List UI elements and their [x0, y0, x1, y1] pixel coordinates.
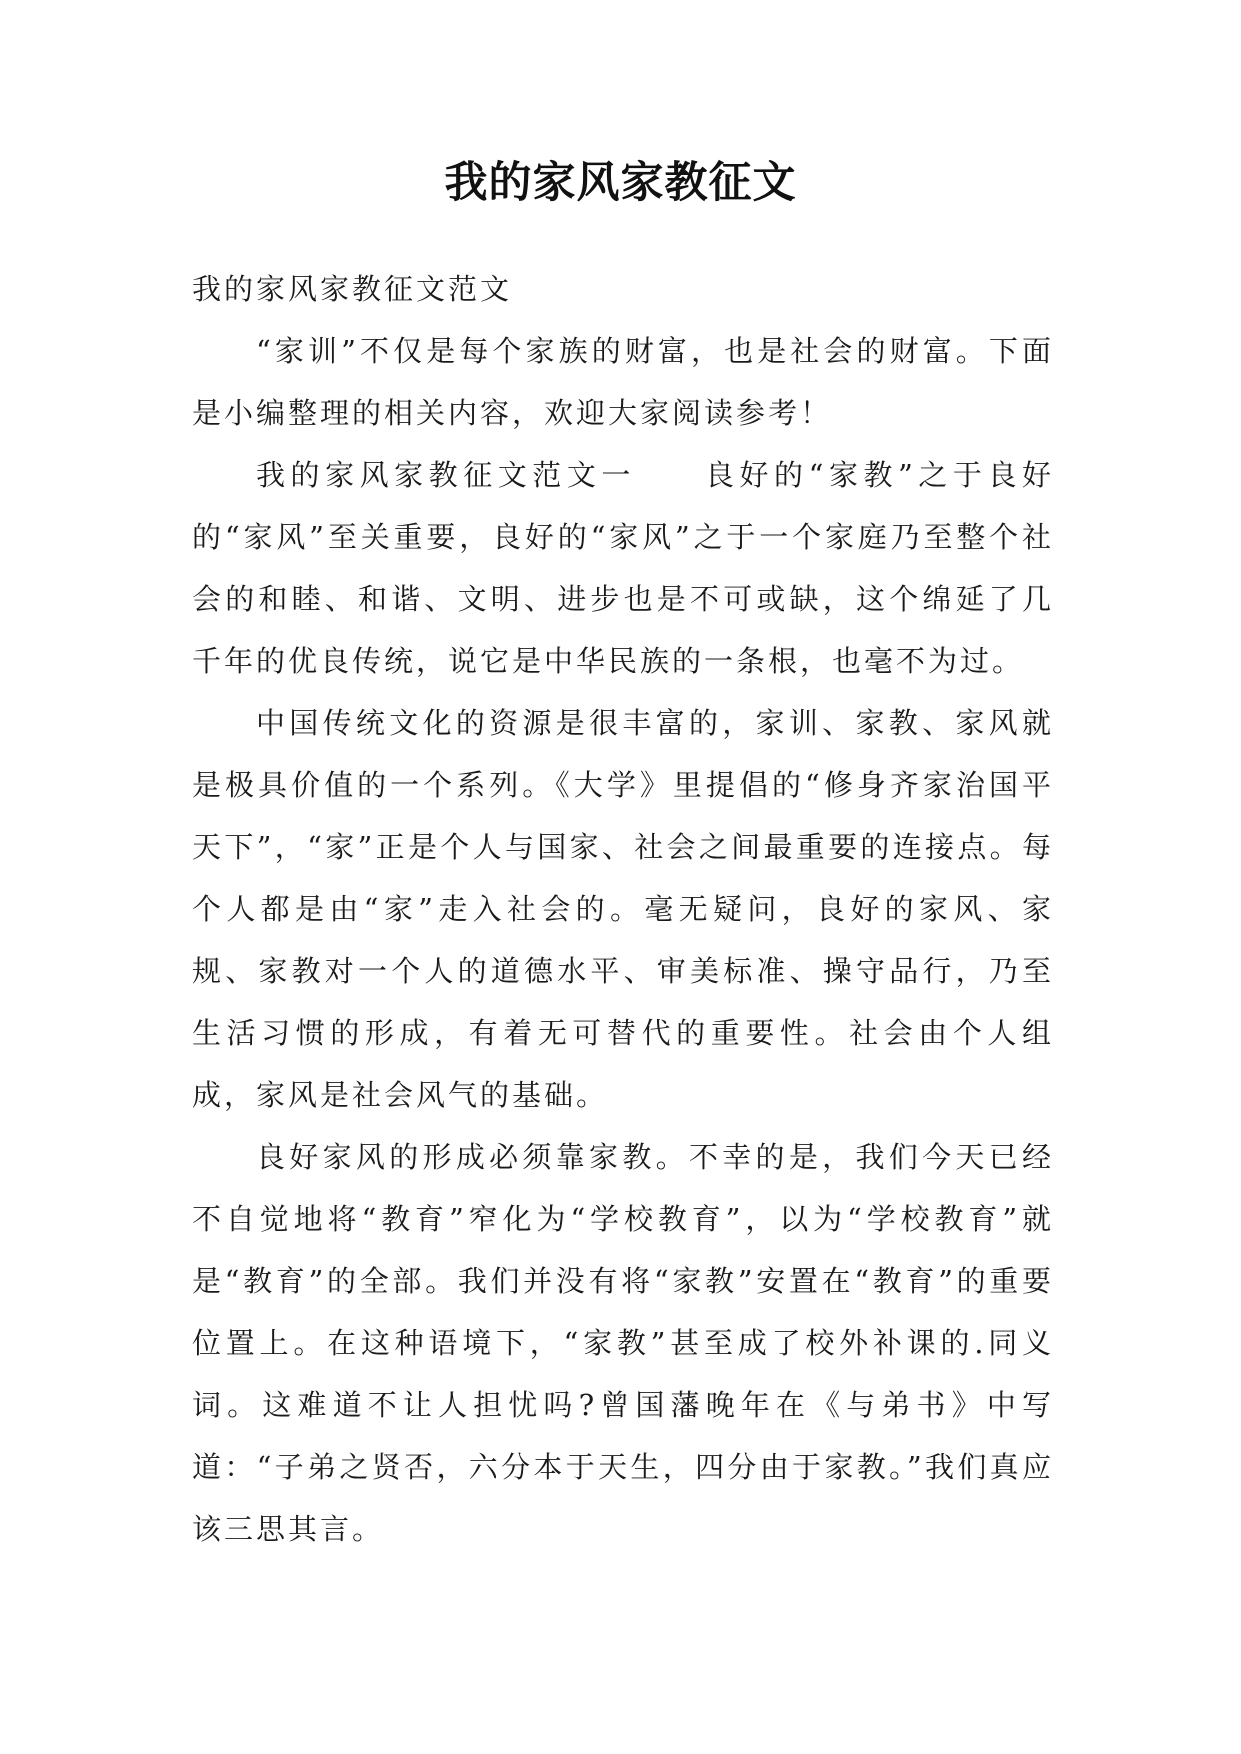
intro-paragraph: “家训”不仅是每个家族的财富，也是社会的财富。下面是小编整理的相关内容，欢迎大家阅读参考！ [192, 334, 1054, 430]
document-body [192, 258, 1054, 1560]
subtitle-paragraph: 我的家风家教征文范文 [192, 272, 513, 306]
document-title: 我的家风家教征文 [444, 158, 797, 208]
family-education-paragraph: 良好家风的形成必须靠家教。不幸的是，我们今天已经不自觉地将“教育”窄化为“学校教育”，以为“学校教育”就是“教育”的全部。我们并没有将“家教”安置在“教育”的重要位置上。在这种语境下，“家教”甚至成了校外补课的.同义词。这难道不让人担忧吗?曾国藩晚年在《与弟书》中写道：“子弟之贤否，六分本于天生，四分由于家教。”我们真应该三思其言。 [192, 1140, 1054, 1546]
essay-one-paragraph: 我的家风家教征文范文一 良好的“家教”之于良好的“家风”至关重要，良好的“家风”之于一个家庭乃至整个社会的和睦、和谐、文明、进步也是不可或缺，这个绵延了几千年的优良传统，说它是中华民族的一条根，也毫不为过。 [192, 458, 1054, 678]
tradition-paragraph: 中国传统文化的资源是很丰富的，家训、家教、家风就是极具价值的一个系列。《大学》里提倡的“修身齐家治国平天下”，“家”正是个人与国家、社会之间最重要的连接点。每个人都是由“家”走入社会的。毫无疑问，良好的家风、家规、家教对一个人的道德水平、审美标准、操守品行，乃至生活习惯的形成，有着无可替代的重要性。社会由个人组成，家风是社会风气的基础。 [192, 706, 1054, 1112]
